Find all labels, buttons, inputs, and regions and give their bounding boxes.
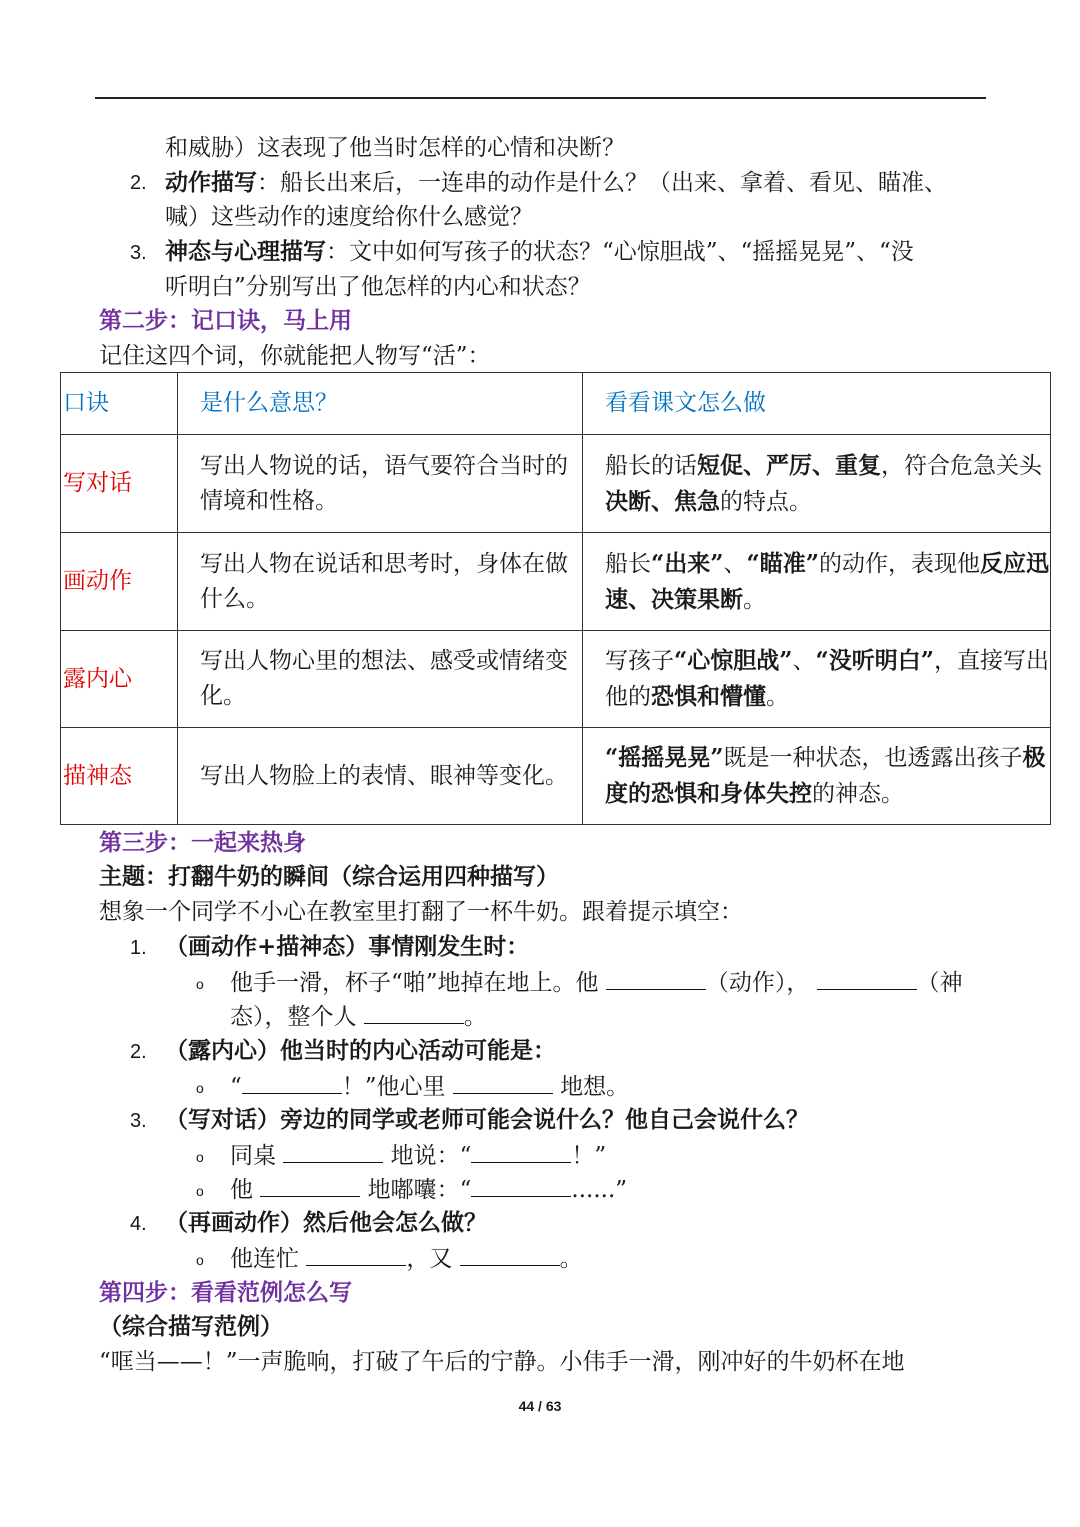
emphasis-text: “出来”: [651, 549, 724, 577]
item-3-text-f: ......”: [571, 1177, 628, 1203]
question-2-text: ：船长出来后，一连串的动作是什么？（出来、拿着、看见、瞄准、: [257, 170, 947, 196]
example-text: 船长的话: [605, 452, 697, 479]
formula-table: [60, 372, 1051, 825]
table-row: [61, 631, 1051, 728]
question-2-label: 动作描写: [165, 169, 257, 196]
item-3-title: （写对话）旁边的同学或老师可能会说什么？他自己会说什么？: [165, 1106, 809, 1133]
item-4-text-b: ，又: [406, 1246, 453, 1272]
intro-line-0: 和威胁）这表现了他当时怎样的心情和决断？: [165, 135, 625, 161]
item-3-text-c: ！”: [571, 1143, 607, 1169]
table-row: [61, 435, 1051, 533]
emphasis-text: “瞄准”: [746, 549, 819, 577]
question-2-cont: 喊）这些动作的速度给你什么感觉？: [165, 204, 533, 230]
formula-example: [583, 728, 1051, 825]
example-text: 、: [723, 550, 747, 577]
item-4-text-c: 。: [559, 1246, 583, 1272]
question-3-number: 3.: [130, 242, 147, 264]
formula-meaning: 写出人物脸上的表情、眼神等变化。: [178, 728, 583, 825]
formula-key: 露内心: [61, 631, 178, 728]
item-3-line-b: [230, 1172, 627, 1207]
table-row: [61, 533, 1051, 631]
formula-meaning: 写出人物说的话，语气要符合当时的情境和性格。: [178, 435, 583, 533]
page-number: 44 / 63: [518, 1398, 562, 1414]
item-3-number: 3.: [130, 1110, 147, 1132]
example-text: ，直接写出他的: [605, 648, 1049, 710]
example-text: 。: [743, 586, 766, 613]
question-2: [165, 166, 947, 200]
blank-state[interactable]: [364, 999, 464, 1024]
example-text: 写孩子: [605, 648, 674, 674]
blank-manner[interactable]: [453, 1069, 553, 1094]
item-2-title: （露内心）他当时的内心活动可能是：: [165, 1037, 556, 1064]
header-meaning: 是什么意思？: [178, 373, 583, 435]
question-2-number: 2.: [130, 172, 147, 194]
example-text: 。: [766, 684, 789, 710]
header-formula: 口诀: [61, 373, 178, 435]
question-3: [165, 235, 914, 269]
emphasis-text: “摇摇晃晃”: [605, 744, 724, 771]
bullet-icon: o: [196, 1183, 204, 1199]
item-4-number: 4.: [130, 1213, 147, 1235]
step-3-lead: 想象一个同学不小心在教室里打翻了一杯牛奶。跟着提示填空：: [99, 899, 743, 925]
formula-key: 描神态: [61, 728, 178, 825]
header-rule: [95, 97, 986, 99]
header-example: 看看课文怎么做: [583, 373, 1051, 435]
item-2-text-a: “: [230, 1074, 242, 1100]
example-text: 、: [792, 648, 816, 674]
example-text: 的神态。: [812, 781, 904, 807]
item-1-text-b: （动作），: [705, 970, 810, 996]
example-text: 的特点。: [720, 488, 812, 515]
item-1-title: （画动作+描神态）事情刚发生时：: [165, 933, 530, 960]
step-3-theme: 主题：打翻牛奶的瞬间（综合运用四种描写）: [99, 863, 559, 890]
emphasis-text: “心惊胆战”: [674, 647, 793, 674]
item-3-text-e: 地嘟囔：“: [367, 1177, 472, 1203]
item-1-number: 1.: [130, 937, 147, 959]
blank-thought[interactable]: [242, 1069, 342, 1094]
bullet-icon: o: [196, 1080, 204, 1096]
formula-example: [583, 533, 1051, 631]
formula-meaning: 写出人物在说话和思考时，身体在做什么。: [178, 533, 583, 631]
item-2-text-c: 地想。: [560, 1074, 630, 1100]
step-2-title: 第二步：记口诀，马上用: [99, 307, 352, 334]
step-4-example-text: “哐当——！”一声脆响，打破了午后的宁静。小伟手一滑，刚冲好的牛奶杯在地: [99, 1349, 905, 1375]
example-text: 船长: [605, 550, 651, 577]
item-1-text-d: 态），整个人: [230, 1004, 357, 1030]
table-header-row: [61, 373, 1051, 435]
item-1-text-a: 他手一滑，杯子“啪”地掉在地上。他: [230, 970, 599, 996]
blank-next-action-1[interactable]: [306, 1241, 406, 1266]
blank-deskmate-manner[interactable]: [283, 1138, 383, 1163]
table-row: [61, 728, 1051, 825]
item-2-number: 2.: [130, 1041, 147, 1063]
question-3-text: ：文中如何写孩子的状态？“心惊胆战”、“摇摇晃晃”、“没: [326, 239, 914, 265]
bullet-icon: o: [196, 976, 204, 992]
emphasis-text: 决断、焦急: [605, 487, 720, 515]
item-2-text-b: ！”他心里: [341, 1074, 446, 1100]
item-4-text-a: 他连忙: [230, 1246, 299, 1272]
example-text: 的动作，表现他: [818, 550, 980, 577]
bullet-icon: o: [196, 1149, 204, 1165]
item-3-line-a: [230, 1138, 606, 1173]
item-4-title: （再画动作）然后他会怎么做？: [165, 1209, 487, 1236]
emphasis-text: 短促、严厉、重复: [697, 451, 881, 479]
question-3-label: 神态与心理描写: [165, 238, 326, 265]
emphasis-text: 反应迅速、决策果断: [605, 549, 1049, 613]
blank-mumble-manner[interactable]: [260, 1172, 360, 1197]
emphasis-text: 极度的恐惧和身体失控: [605, 744, 1046, 807]
formula-example: [583, 435, 1051, 533]
item-1-line-b: [230, 999, 487, 1034]
item-1-text-e: 。: [463, 1004, 487, 1030]
emphasis-text: “没听明白”: [815, 647, 934, 674]
blank-action[interactable]: [606, 965, 706, 990]
bullet-icon: o: [196, 1252, 204, 1268]
item-1-line-a: [230, 965, 963, 1000]
item-3-text-d: 他: [230, 1177, 253, 1203]
item-4-line: [230, 1241, 583, 1276]
item-2-line: [230, 1069, 629, 1104]
step-2-lead: 记住这四个词，你就能把人物写“活”：: [99, 343, 491, 369]
blank-expression[interactable]: [817, 965, 917, 990]
blank-mumble-words[interactable]: [471, 1172, 571, 1197]
item-3-text-b: 地说：“: [390, 1143, 472, 1169]
blank-next-action-2[interactable]: [460, 1241, 560, 1266]
formula-example: [583, 631, 1051, 728]
item-1-text-c: （神: [916, 970, 963, 996]
formula-key: 画动作: [61, 533, 178, 631]
blank-deskmate-words[interactable]: [471, 1138, 571, 1163]
step-4-subtitle: （综合描写范例）: [99, 1313, 283, 1340]
emphasis-text: 恐惧和懵懂: [651, 683, 766, 710]
item-3-text-a: 同桌: [230, 1143, 276, 1169]
example-text: 既是一种状态，也透露出孩子: [723, 745, 1023, 771]
formula-meaning: 写出人物心里的想法、感受或情绪变化。: [178, 631, 583, 728]
question-3-cont: 听明白”分别写出了他怎样的内心和状态？: [165, 274, 591, 300]
example-text: ，符合危急关头: [881, 452, 1042, 479]
step-3-title: 第三步：一起来热身: [99, 829, 306, 856]
formula-key: 写对话: [61, 435, 178, 533]
step-4-title: 第四步：看看范例怎么写: [99, 1279, 352, 1306]
